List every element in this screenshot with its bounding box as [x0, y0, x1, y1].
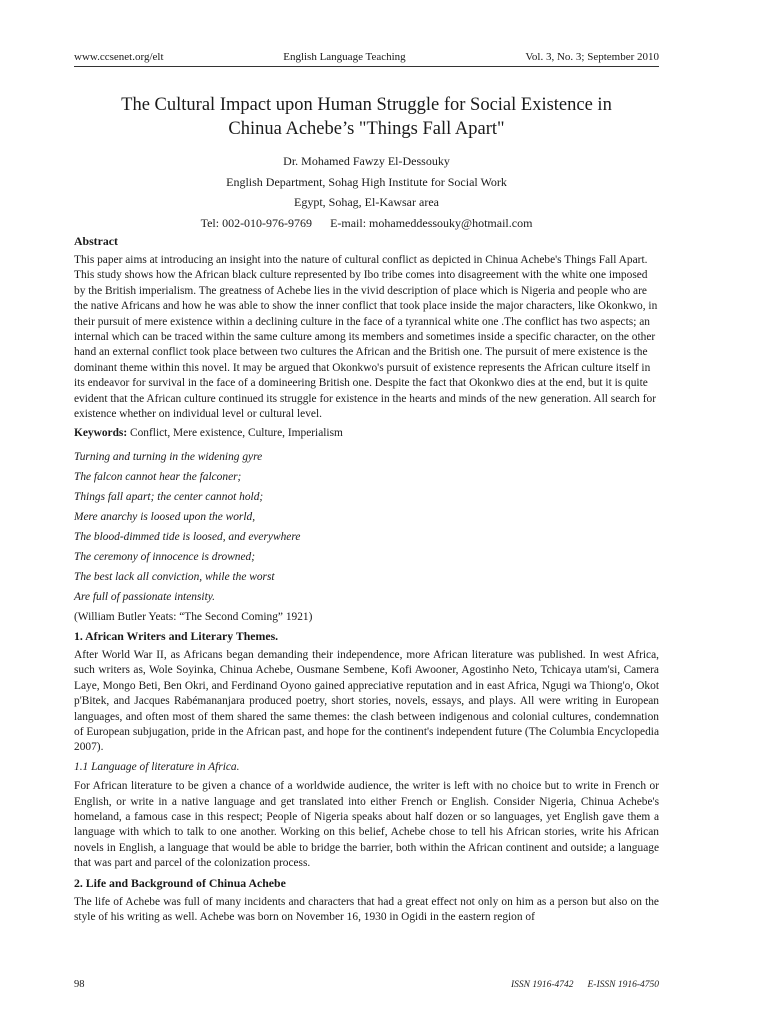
- section-2-text: The life of Achebe was full of many incidents and characters that had a great effect not only on him as a person but also on the style of his writing as well. Achebe was born on November 16, 1930 in Ogidi in the eastern region of: [74, 895, 659, 923]
- poem-line: The best lack all conviction, while the worst: [74, 570, 275, 583]
- volume-info: Vol. 3, No. 3; September 2010: [525, 51, 659, 63]
- abstract-text: This paper aims at introducing an insight into the nature of cultural conflict as depicted in Chinua Achebe's Things Fall Apart. This study shows how the African black culture represented by Ibo tribe comes into disagreement with the white one imposed by the British imperialism. The greatness of Achebe lies in the vivid description of place which is Nigeria and people who are the native Africans and how he was able to show the inner conflict that took place inside the major characters, like Okonkwo, in their pursuit of mere existence within a declining culture in the face of a tyrannical white one .The conflict has two aspects; an internal which can be traced within the same culture among its members and sometimes inside a specific character, on the other hand an external conflict took place between two cultures the African and the British one. The pursuit of mere existence is the dominant theme within this novel. It may be argued that Okonkwo's pursuit of existence represents the African culture itself in its endeavor for survival in the face of a domineering British one. Despite the fact that Okonkwo dies at the end, but it is quite evident that the African culture continued its struggle for existence in the hearts and minds of the new generation. All search for existence whether on individual level or cultural level.: [74, 254, 658, 421]
- author-contact: [74, 213, 659, 234]
- paper-title: [74, 93, 659, 141]
- author-location: Egypt, Sohag, El-Kawsar area: [294, 195, 439, 209]
- poem-line: Mere anarchy is loosed upon the world,: [74, 510, 256, 523]
- page-footer: [74, 978, 659, 992]
- poem-line: Are full of passionate intensity.: [74, 590, 216, 603]
- journal-url: www.ccsenet.org/elt: [74, 51, 164, 63]
- poem-line: The blood-dimmed tide is loosed, and everywhere: [74, 530, 301, 543]
- author-email: E-mail: mohameddessouky@hotmail.com: [330, 215, 533, 230]
- author-block: [74, 151, 659, 233]
- keywords-label: Keywords:: [74, 427, 128, 440]
- keywords-text: Conflict, Mere existence, Culture, Imperialism: [127, 427, 343, 440]
- running-header: [74, 50, 659, 67]
- author-name: Dr. Mohamed Fawzy El-Dessouky: [283, 154, 450, 168]
- poem-line: Turning and turning in the widening gyre: [74, 450, 263, 463]
- article-body: [74, 234, 659, 929]
- journal-name: English Language Teaching: [283, 51, 406, 63]
- poem-line: The ceremony of innocence is drowned;: [74, 550, 256, 563]
- title-line-1: The Cultural Impact upon Human Struggle for Social Existence in: [121, 95, 612, 115]
- keywords: [74, 426, 659, 441]
- title-line-2: Chinua Achebe’s "Things Fall Apart": [228, 119, 505, 139]
- poem-line: The falcon cannot hear the falconer;: [74, 470, 242, 483]
- issn-block: [511, 978, 659, 992]
- author-department: English Department, Sohag High Institute for Social Work: [226, 174, 507, 189]
- eissn: E-ISSN 1916-4750: [587, 980, 659, 990]
- abstract-section: [74, 234, 659, 422]
- issn: ISSN 1916-4742: [510, 980, 574, 990]
- subsection-1-1-heading: 1.1 Language of literature in Africa.: [74, 760, 240, 773]
- section-1-text: After World War II, as Africans began demanding their independence, more African literature was published. In west Africa, such writers as, Wole Soyinka, Chinua Achebe, Ousmane Sembene, Kofi Awooner, Agostinho Neto, Tchicaya utam'si, Camera Laye, Mongo Beti, Ben Okri, and Ferdinand Oyono gained appreciative reputation and in east Africa, Ngugi wa Thiong'o, Okot p'Bitek, and Jacques Rabémananjara produced poetry, short stories, novels, essays, and plays. All were writing in European languages, and often most of them shared the same themes: the clash between indigenous and colonial cultures, condemnation of European subjugation, pride in the African past, and hope for the continent's independent future (The Columbia Encyclopedia 2007).: [74, 648, 660, 754]
- page-number: 98: [74, 979, 85, 990]
- subsection-1-1-text: For African literature to be given a chance of a worldwide audience, the writer is left with no choice but to write in French or English, or write in a native language and get translated into either French or English. Consider Nigeria, Chinua Achebe's homeland, a famous case in this respect; People of Nigeria speaks about half dozen or so languages, yet English gave them a language with which to talk to one another. Working on this belief, Achebe chose to tell his African stories, write his African novels in English, a language that would be able to bridge the barrier, both within the African continent and outside; a language that was part and parcel of the colonization process.: [74, 780, 659, 870]
- abstract-heading: Abstract: [74, 234, 118, 248]
- epigraph-poem: [74, 447, 659, 607]
- section-2-heading: 2. Life and Background of Chinua Achebe: [74, 875, 286, 890]
- author-tel: Tel: 002-010-976-9769: [200, 215, 313, 230]
- section-1-heading: 1. African Writers and Literary Themes.: [74, 628, 279, 643]
- poem-attribution: (William Butler Yeats: “The Second Coming” 1921): [74, 610, 313, 623]
- poem-line: Things fall apart; the center cannot hold;: [74, 490, 264, 503]
